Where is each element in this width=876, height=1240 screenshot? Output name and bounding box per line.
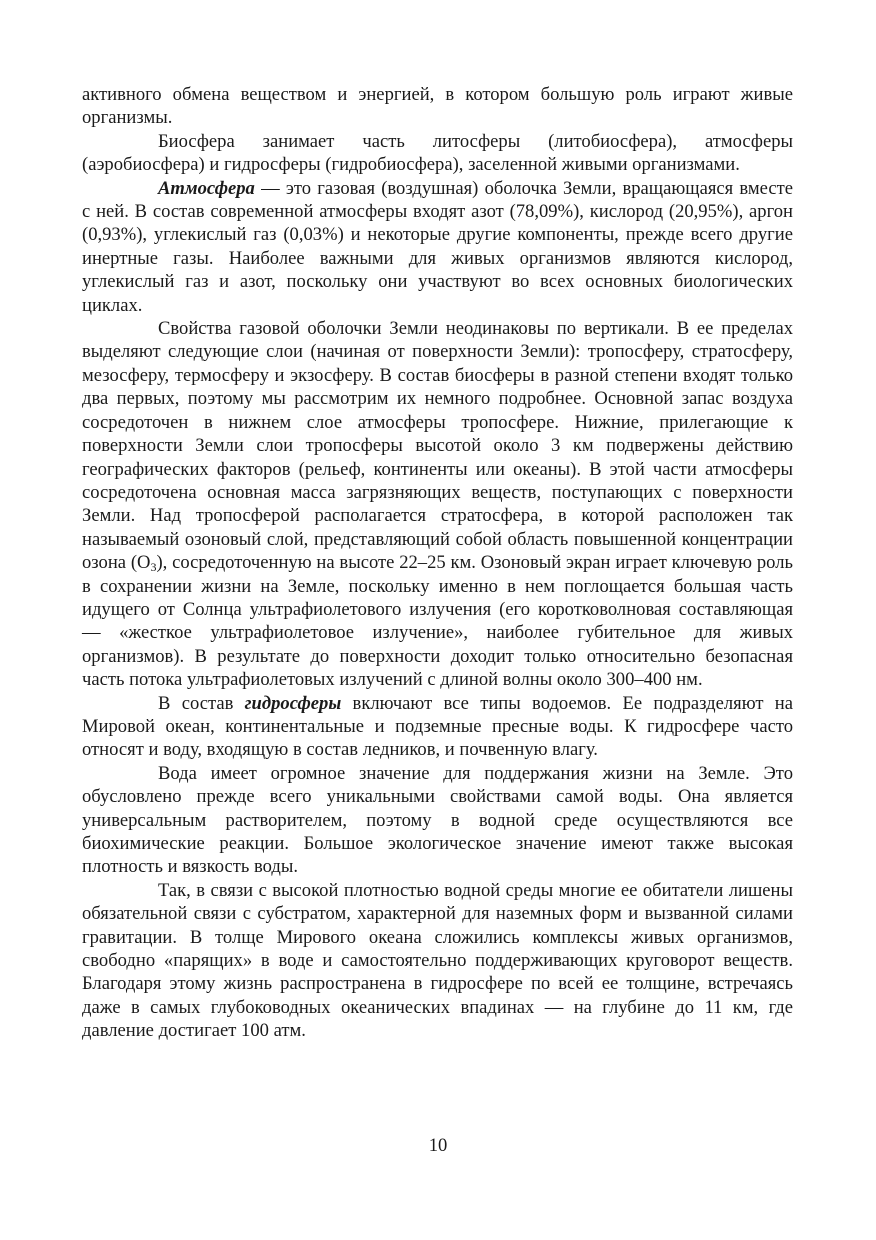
paragraph-hydrosphere (82, 692, 793, 762)
ozone-subscript: 3 (150, 560, 157, 575)
paragraph-water-density: Так, в связи с высокой плотностью водной среды многие ее обитатели лишены обязательной связи с субстратом, характерной для наземных форм и вызванной силами гравитации. В толще Мирового океана сложились комплексы живых организмов, свободно «парящих» в воде и самостоятельно поддерживающих круговорот веществ. Благодаря этому жизнь распространена в гидросфере по всей ее толщине, встречаясь даже в самых глубоководных океанических впадинах — на глубине до 11 км, где давление достигает 100 атм. (82, 879, 793, 1042)
paragraph-atmosphere-layers (82, 317, 793, 692)
term-hydrosphere: гидросферы (244, 692, 342, 714)
page-number: 10 (428, 1135, 448, 1156)
paragraph-continuation: активного обмена веществом и энергией, в котором большую роль играют живые организмы. (82, 84, 793, 129)
page-body (82, 83, 793, 1043)
hydrosphere-definition: включают все типы водоемов. Ее подразделяют на Мировой океан, континентальные и подземные пресные воды. К гидросфере часто относят и воду, входящую в состав ледников, и почвенную влагу. (82, 692, 793, 761)
layers-text-part1: Свойства газовой оболочки Земли неодинаковы по вертикали. В ее пределах выделяют следующие слои (начиная от поверхности Земли): тропосферу, стратосферу, мезосферу, термосферу и экзосферу. В состав биосферы в разной степени входят только два первых, поэтому мы рассмотрим их немного подробнее. Основной запас воздуха сосредоточен в нижнем слое атмосферы тропосфере. Нижние, прилегающие к поверхности Земли слои тропосферы высотой около 3 км подвержены действию географических факторов (рельеф, континенты или океаны). В этой части атмосферы сосредоточена основная масса загрязняющих веществ, поступающих с поверхности Земли. Над тропосферой располагается стратосфера, в которой расположен так называемый озоновый слой, представляющий собой область повышенной концентрации озона (O (82, 318, 793, 574)
hydrosphere-lead: В состав (158, 692, 245, 714)
paragraph-water: Вода имеет огромное значение для поддержания жизни на Земле. Это обусловлено прежде всего уникальными свойствами самой воды. Она является универсальным растворителем, поэтому в водной среде осуществляются все биохимические реакции. Большое экологическое значение имеют также высокая плотность и вязкость воды. (82, 762, 793, 878)
paragraph-atmosphere (82, 177, 793, 317)
paragraph-biosphere: Биосфера занимает часть литосферы (литобиосфера), атмосферы (аэробиосфера) и гидросферы (гидробиосфера), заселенной живыми организмами. (82, 130, 793, 176)
term-atmosphere: Атмосфера (158, 177, 255, 199)
layers-text-part2: ), сосредоточенную на высоте 22–25 км. Озоновый экран играет ключевую роль в сохранении жизни на Земле, поскольку именно в нем поглощается большая часть идущего от Солнца ультрафиолетового излучения (его коротковолновая составляющая — «жесткое ультрафиолетовое излучение», наиболее губительное для живых организмов). В результате до поверхности доходит только относительно безопасная часть потока ультрафиолетовых излучений с длиной волны около 300–400 нм. (82, 552, 793, 691)
atmosphere-definition: — это газовая (воздушная) оболочка Земли, вращающаяся вместе с ней. В состав современной атмосферы входят азот (78,09%), кислород (20,95%), аргон (0,93%), углекислый газ (0,03%) и некоторые другие компоненты, прежде всего другие инертные газы. Наиболее важными для живых организмов являются кислород, углекислый газ и азот, поскольку они участвуют во всех основных биологических циклах. (82, 177, 793, 316)
